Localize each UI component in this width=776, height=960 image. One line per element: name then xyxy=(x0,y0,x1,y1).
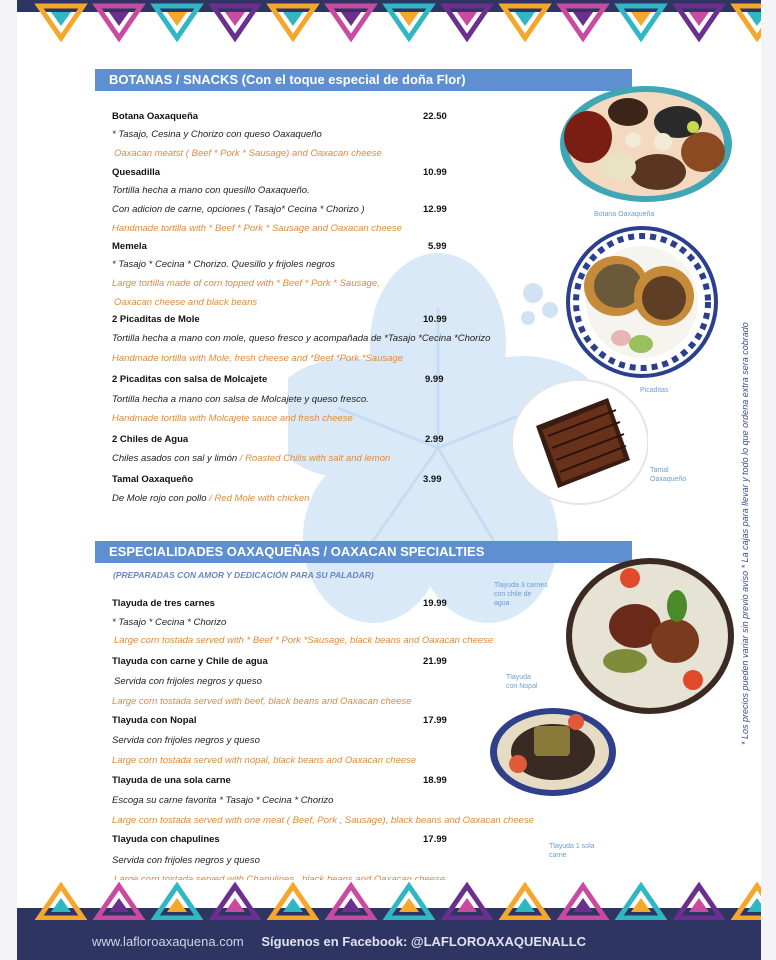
left-margin xyxy=(0,0,17,960)
item-name-botana: Botana Oaxaqueña xyxy=(112,111,199,122)
item-price-tlayuda-nopal: 17.99 xyxy=(423,715,447,726)
item-desc-tamal: De Mole rojo con pollo / Red Mole with chicken xyxy=(112,493,310,504)
item-price-tlayuda-tres: 19.99 xyxy=(423,598,447,609)
item-price-tlayuda-chapulines: 17.99 xyxy=(423,834,447,845)
caption-botana: Botana Oaxaqueña xyxy=(594,211,655,218)
caption-picaditas: Picaditas xyxy=(640,387,669,394)
item-eng-tlayuda-tres: Large corn tostada served with * Beef * Pork *Sausage, black beans and Oaxacan cheese xyxy=(114,635,494,646)
side-note-vertical: * Los precios pueden variar sin previo aviso * La cajas para llevar y todo lo que ordena extra sera cobrado xyxy=(740,322,750,745)
item-desc-tlayuda-tres: * Tasajo * Cecina * Chorizo xyxy=(112,617,227,628)
item-name-quesadilla: Quesadilla xyxy=(112,167,161,178)
item-eng-quesadilla: Handmade tortilla with * Beef * Pork * Sausage and Oaxacan cheese xyxy=(112,223,402,234)
top-triangle-border xyxy=(17,0,761,48)
tamal-plate-image xyxy=(508,376,648,506)
botana-plate-image xyxy=(558,82,733,207)
item-eng-botana: Oaxacan meatst ( Beef * Pork * Sausage) and Oaxacan cheese xyxy=(114,148,382,159)
footer-facebook[interactable]: Síguenos en Facebook: @LAFLOROAXAQUENALLC xyxy=(261,934,587,949)
picaditas-plate-image xyxy=(566,226,718,378)
item-desc-tlayuda-nopal: Servida con frijoles negros y queso xyxy=(112,735,260,746)
item-name-tlayuda-nopal: Tlayuda con Nopal xyxy=(112,715,197,726)
item-eng2-memela: Oaxacan cheese and black beans xyxy=(114,297,258,308)
item-price-tamal: 3.99 xyxy=(423,474,442,485)
item-desc2-quesadilla: Con adicion de carne, opciones ( Tasajo* Cecina * Chorizo ) xyxy=(112,204,365,215)
item-desc-quesadilla: Tortilla hecha a mano con quesillo Oaxaqueño. xyxy=(112,185,310,196)
caption-tamal: Tamal Oaxaqueño xyxy=(650,467,687,483)
item-price-chiles: 2.99 xyxy=(425,434,444,445)
item-price2-quesadilla: 12.99 xyxy=(423,204,447,215)
tlayuda-tres-carnes-image xyxy=(565,556,735,716)
item-desc-chiles: Chiles asados con sal y limón / Roasted Chilis with salt and lemon xyxy=(112,453,391,464)
footer-text xyxy=(92,934,586,949)
item-eng-tlayuda-chapulines: Large corn tostada served with Chapulines , black beans and Oaxacan cheese xyxy=(114,874,446,885)
item-price-memela: 5.99 xyxy=(428,241,447,252)
item-eng-tlayuda-carne-chile: Large corn tostada served with beef, black beans and Oaxacan cheese xyxy=(112,696,412,707)
item-price-picaditas-mole: 10.99 xyxy=(423,314,447,325)
item-price-tlayuda-sola: 18.99 xyxy=(423,775,447,786)
item-name-tamal: Tamal Oaxaqueño xyxy=(112,474,194,485)
item-desc-tlayuda-chapulines: Servida con frijoles negros y queso xyxy=(112,855,260,866)
item-name-tlayuda-carne-chile: Tlayuda con carne y Chile de agua xyxy=(112,656,268,667)
caption-tlayuda-nopal: Tlayuda con Nopal xyxy=(506,674,538,690)
item-desc-memela: * Tasajo * Cecina * Chorizo. Quesillo y frijoles negros xyxy=(112,259,336,270)
item-eng-tlayuda-nopal: Large corn tostada served with nopal, black beans and Oaxacan cheese xyxy=(112,755,417,766)
item-name-chiles: 2 Chiles de Agua xyxy=(112,434,189,445)
item-eng-memela: Large tortilla made of corn topped with * Beef * Pork * Sausage, xyxy=(112,278,380,289)
item-desc-picaditas-mole: Tortilla hecha a mano con mole, queso fresco y acompañada de *Tasajo *Cecina *Chorizo xyxy=(112,333,491,344)
item-price-picaditas-molcajete: 9.99 xyxy=(425,374,444,385)
item-name-tlayuda-tres: Tlayuda de tres carnes xyxy=(112,598,215,609)
section-subtitle-specialties: (PREPARADAS CON AMOR Y DEDICACIÓN PARA SU PALADAR) xyxy=(113,570,374,580)
item-desc-tlayuda-carne-chile: Servida con frijoles negros y queso xyxy=(114,676,262,687)
footer-website-link[interactable]: www.lafloroaxaquena.com xyxy=(92,934,244,949)
item-desc-picaditas-molcajete: Tortilla hecha a mano con salsa de Molcajete y queso fresco. xyxy=(112,394,369,405)
item-name-picaditas-molcajete: 2 Picaditas con salsa de Molcajete xyxy=(112,374,268,385)
tlayuda-nopal-image xyxy=(488,706,618,798)
item-eng-tlayuda-sola: Large corn tostada served with one meat ( Beef, Pork , Sausage), black beans and Oaxacan cheese xyxy=(112,815,534,826)
section-header-snacks: BOTANAS / SNACKS (Con el toque especial de doña Flor) xyxy=(95,69,632,91)
caption-tlayuda-sola: Tlayuda 1 sola carne xyxy=(549,843,595,859)
right-margin xyxy=(759,0,776,960)
item-name-tlayuda-chapulines: Tlayuda con chapulines xyxy=(112,834,220,845)
item-name-tlayuda-sola: Tlayuda de una sola carne xyxy=(112,775,231,786)
item-price-quesadilla: 10.99 xyxy=(423,167,447,178)
item-price-tlayuda-carne-chile: 21.99 xyxy=(423,656,447,667)
item-name-picaditas-mole: 2 Picaditas de Mole xyxy=(112,314,200,325)
item-eng-picaditas-mole: Handmade tortilla with Mole, fresh cheese and *Beef *Pork *Sausage xyxy=(112,353,403,364)
item-desc-botana: * Tasajo, Cesina y Chorizo con queso Oaxaqueño xyxy=(112,129,322,140)
bottom-triangle-border xyxy=(17,880,761,920)
section-header-specialties: ESPECIALIDADES OAXAQUEÑAS / OAXACAN SPECIALTIES xyxy=(95,541,632,563)
item-name-memela: Memela xyxy=(112,241,147,252)
caption-tlayuda-tres: Tlayuda 3 carnes con chile de agua xyxy=(494,582,548,607)
item-desc-tlayuda-sola: Escoga su carne favorita * Tasajo * Cecina * Chorizo xyxy=(112,795,334,806)
item-eng-picaditas-molcajete: Handmade tortilla with Molcajete sauce and fresh cheese xyxy=(112,413,353,424)
item-price-botana: 22.50 xyxy=(423,111,447,122)
